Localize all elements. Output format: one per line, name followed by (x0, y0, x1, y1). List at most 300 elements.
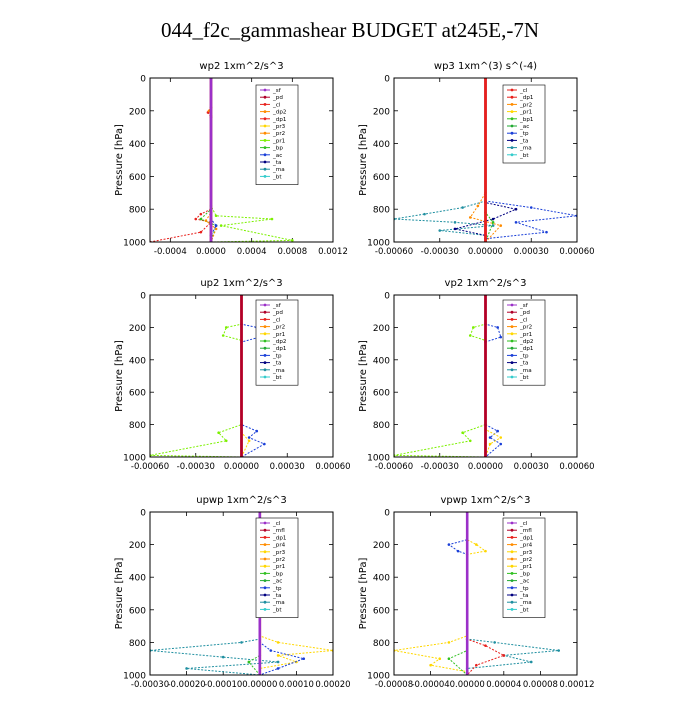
legend-marker (511, 529, 514, 532)
chart-title: upwp 1xm^2/s^3 (196, 495, 287, 506)
legend-label: _pr1 (520, 331, 533, 338)
legend-label: _cl (273, 317, 281, 324)
x-tick-label: 0.0012 (318, 247, 348, 257)
series-point (472, 326, 475, 329)
series-point (185, 667, 188, 670)
y-tick-label: 200 (128, 107, 146, 118)
legend-label: _pr4 (520, 542, 533, 549)
series-point (515, 208, 518, 211)
series-point (484, 550, 487, 553)
legend-label: _bt (520, 375, 529, 381)
legend-marker (264, 161, 267, 164)
plot-frame (394, 512, 577, 675)
legend-marker (511, 354, 514, 357)
x-tick-label: -0.00008 (374, 680, 414, 690)
legend-marker (264, 565, 267, 568)
chart-panel-5 (114, 495, 351, 690)
series-point (200, 231, 203, 234)
legend-label: _tp (520, 131, 529, 138)
legend-marker (511, 376, 514, 379)
series-line-blue (486, 295, 501, 457)
series-point (461, 206, 464, 209)
series-point (475, 664, 478, 667)
chart-panel-6 (358, 495, 595, 690)
legend-label: _dp2 (273, 339, 287, 345)
series-line-red (150, 78, 211, 242)
legend-marker (264, 354, 267, 357)
legend-label: _pr2 (520, 102, 533, 109)
legend-label: _dp2 (520, 339, 534, 345)
series-line-lime (394, 295, 486, 457)
legend-label: _ta (520, 593, 529, 599)
y-axis-label: Pressure [hPa] (114, 340, 125, 412)
legend-marker (511, 522, 514, 525)
series-point (457, 550, 460, 553)
legend-marker (511, 361, 514, 364)
legend-marker (264, 536, 267, 539)
legend-marker (264, 586, 267, 589)
series-point (291, 239, 294, 242)
legend-label: _pr1 (273, 331, 286, 338)
legend-marker (264, 332, 267, 335)
legend-marker (511, 125, 514, 128)
series-point (423, 213, 426, 216)
series-line-teal (394, 78, 493, 242)
legend-label: _cl (520, 317, 528, 324)
legend-label: _tp (520, 353, 529, 360)
legend-marker (264, 139, 267, 142)
legend-marker (264, 550, 267, 553)
y-tick-label: 400 (128, 140, 146, 151)
legend-label: _pd (520, 310, 530, 317)
legend-marker (511, 594, 514, 597)
y-tick-label: 400 (372, 573, 390, 584)
x-tick-label: 0.0008 (277, 247, 308, 257)
legend-label: _pr1 (273, 564, 286, 571)
series-group (149, 294, 266, 459)
legend-label: _bt (273, 174, 282, 181)
series-point (545, 231, 548, 234)
y-tick-label: 800 (372, 421, 390, 432)
legend-marker (511, 304, 514, 307)
legend-marker (264, 529, 267, 532)
y-tick-label: 1000 (123, 453, 146, 464)
chart-panel-3 (114, 278, 351, 472)
legend-marker (511, 89, 514, 92)
series-point (200, 213, 203, 216)
legend-label: _pr1 (520, 109, 533, 116)
x-tick-label: 0.00020 (315, 680, 351, 690)
series-point (217, 431, 220, 434)
legend-label: _ma (273, 167, 285, 174)
legend-marker (511, 347, 514, 350)
legend-label: _pr2 (273, 131, 286, 138)
series-point (489, 436, 492, 439)
x-tick-label: -0.00030 (130, 680, 170, 690)
series-point (496, 326, 499, 329)
legend-label: _mfl (520, 528, 532, 535)
legend-marker (511, 565, 514, 568)
legend-label: _ma (520, 367, 532, 374)
series-group (393, 294, 502, 459)
series-point (225, 440, 228, 443)
x-tick-label: 0.00000 (242, 680, 278, 690)
y-axis-label: Pressure [hPa] (358, 124, 369, 196)
x-tick-label: 0.00060 (315, 462, 351, 472)
legend-marker (264, 543, 267, 546)
series-point (438, 229, 441, 232)
x-tick-label: 0.0000 (196, 247, 226, 257)
legend-label: _dp2 (273, 109, 287, 116)
legend-label: _pr2 (273, 324, 286, 331)
legend-marker (264, 325, 267, 328)
x-tick-label: 0.00000 (449, 680, 485, 690)
y-tick-label: 200 (128, 323, 146, 334)
y-tick-label: 0 (384, 291, 390, 302)
series-point (557, 649, 560, 652)
legend-label: _pr3 (273, 124, 286, 130)
chart-title: vpwp 1xm^2/s^3 (440, 495, 531, 506)
legend-label: _dp1 (520, 95, 534, 102)
series-point (454, 228, 457, 231)
legend-label: _bt (273, 375, 282, 381)
legend-marker (511, 558, 514, 561)
y-tick-label: 0 (384, 508, 390, 519)
legend-marker (264, 110, 267, 113)
legend-label: _sf (273, 303, 281, 309)
legend-marker (511, 536, 514, 539)
y-tick-label: 400 (128, 356, 146, 367)
series-point (499, 224, 502, 227)
legend-label: _dp1 (273, 116, 287, 123)
chart-panel-4 (358, 278, 595, 472)
legend-marker (264, 117, 267, 120)
legend-marker (264, 594, 267, 597)
series-point (448, 543, 451, 546)
series-point (248, 661, 251, 664)
legend-label: _ac (273, 152, 283, 159)
legend-label: _pd (273, 95, 283, 102)
legend-label: _sf (273, 88, 281, 94)
legend-label: _pr2 (273, 557, 286, 563)
series-point (461, 431, 464, 434)
legend-label: _cl (273, 521, 281, 527)
y-axis-label: Pressure [hPa] (358, 340, 369, 412)
legend-marker (511, 579, 514, 582)
legend-marker (511, 110, 514, 113)
legend-label: _bt (273, 607, 282, 614)
plot-frame (150, 78, 333, 242)
series-line-yellow (394, 512, 486, 675)
legend-label: _dp1 (273, 535, 287, 542)
series-line-yellow (486, 295, 501, 457)
series-point (205, 219, 208, 222)
series-point (492, 218, 495, 221)
x-tick-label: -0.00060 (374, 247, 414, 257)
legend-marker (264, 318, 267, 321)
legend-label: _pr1 (273, 138, 286, 145)
legend-marker (511, 332, 514, 335)
series-point (240, 641, 243, 644)
legend-marker (264, 347, 267, 350)
legend-marker (511, 586, 514, 589)
y-tick-label: 1000 (123, 238, 146, 249)
y-tick-label: 0 (140, 508, 146, 519)
legend-label: _bp (273, 571, 283, 578)
legend-label: _pr1 (520, 564, 533, 571)
x-tick-label: 0.00000 (467, 462, 504, 472)
y-tick-label: 600 (372, 172, 390, 183)
y-tick-label: 200 (372, 541, 390, 552)
series-point (248, 436, 251, 439)
y-tick-label: 0 (140, 291, 146, 302)
y-tick-label: 200 (372, 107, 390, 118)
y-axis-label: Pressure [hPa] (114, 124, 125, 196)
legend-marker (264, 376, 267, 379)
legend-marker (511, 117, 514, 120)
y-tick-label: 600 (128, 606, 146, 617)
series-point (448, 641, 451, 644)
series-group (393, 77, 579, 244)
legend-marker (511, 318, 514, 321)
legend-label: _tp (273, 353, 282, 360)
legend-marker (264, 579, 267, 582)
legend-marker (511, 146, 514, 149)
series-point (248, 440, 251, 443)
legend-label: _dp1 (520, 535, 534, 542)
y-tick-label: 600 (128, 172, 146, 183)
legend-marker (264, 304, 267, 307)
legend-label: _sf (520, 303, 528, 309)
legend-marker (264, 132, 267, 135)
legend-marker (264, 572, 267, 575)
series-line-lime (150, 295, 242, 457)
series-point (469, 216, 472, 219)
series-point (225, 326, 228, 329)
x-tick-label: -0.00060 (130, 462, 170, 472)
y-tick-label: 1000 (367, 453, 390, 464)
series-point (515, 221, 518, 224)
legend-label: _bt (520, 607, 529, 614)
x-tick-label: 0.00060 (559, 247, 595, 257)
legend-marker (511, 340, 514, 343)
series-point (530, 661, 533, 664)
x-tick-label: 0.00000 (223, 462, 260, 472)
legend-marker (264, 340, 267, 343)
y-tick-label: 600 (372, 606, 390, 617)
y-tick-label: 400 (372, 356, 390, 367)
y-tick-label: 800 (128, 638, 146, 649)
legend-marker (511, 550, 514, 553)
legend-label: _cl (273, 102, 281, 109)
legend-marker (511, 543, 514, 546)
y-axis-label: Pressure [hPa] (114, 557, 125, 630)
legend-label: _ma (520, 145, 532, 152)
legend-marker (264, 89, 267, 92)
legend-label: _pr2 (520, 557, 533, 563)
series-point (469, 440, 472, 443)
series-line-green (449, 512, 467, 675)
y-tick-label: 400 (372, 140, 390, 151)
legend-marker (264, 96, 267, 99)
series-point (484, 644, 487, 647)
x-tick-label: 0.00004 (486, 680, 522, 690)
legend-label: _ma (273, 367, 285, 374)
legend-marker (264, 103, 267, 106)
x-tick-label: 0.00008 (522, 680, 558, 690)
y-tick-label: 0 (384, 74, 390, 85)
series-point (277, 641, 280, 644)
series-point (215, 214, 218, 217)
legend-label: _tp (520, 585, 529, 592)
y-tick-label: 800 (372, 205, 390, 216)
legend-label: _tp (273, 585, 282, 592)
x-tick-label: 0.00000 (467, 247, 504, 257)
legend-marker (264, 125, 267, 128)
legend-marker (264, 522, 267, 525)
legend-marker (264, 608, 267, 611)
series-point (277, 661, 280, 664)
legend-label: _ma (520, 600, 532, 607)
legend-label: _dp1 (273, 346, 287, 353)
legend-label: _ac (520, 124, 530, 130)
y-tick-label: 800 (372, 638, 390, 649)
legend-label: _ta (520, 138, 529, 145)
series-point (499, 436, 502, 439)
legend-marker (511, 325, 514, 328)
y-tick-label: 600 (128, 388, 146, 399)
series-point (492, 221, 495, 224)
x-tick-label: 0.00030 (269, 462, 305, 472)
y-axis-label: Pressure [hPa] (358, 557, 369, 630)
series-point (496, 430, 499, 433)
y-tick-label: 400 (128, 573, 146, 584)
series-point (477, 205, 480, 208)
x-tick-label: 0.00060 (559, 462, 595, 472)
series-point (429, 664, 432, 667)
legend-label: _cl (520, 88, 528, 94)
legend-marker (264, 146, 267, 149)
series-point (302, 657, 305, 660)
x-tick-label: -0.00060 (374, 462, 414, 472)
legend-marker (511, 572, 514, 575)
x-tick-label: -0.00004 (411, 680, 450, 690)
legend-label: _pr4 (273, 542, 286, 549)
legend-marker (264, 175, 267, 178)
series-point (194, 218, 197, 221)
series-point (255, 430, 258, 433)
legend-marker (511, 608, 514, 611)
series-point (271, 218, 274, 221)
legend-marker (511, 153, 514, 156)
legend-marker (264, 558, 267, 561)
series-point (277, 654, 280, 657)
legend-label: _ta (273, 593, 282, 599)
legend-label: _mfl (273, 528, 285, 535)
series-point (448, 657, 451, 660)
legend-label: _ta (273, 160, 282, 166)
legend-label: _bp (520, 571, 530, 578)
legend-label: _ta (520, 360, 529, 367)
x-tick-label: 0.00012 (559, 680, 595, 690)
series-line-blue (449, 512, 467, 675)
legend-label: _bp1 (520, 116, 534, 123)
legend-marker (264, 361, 267, 364)
legend-marker (264, 368, 267, 371)
chart-panel-2 (358, 61, 595, 257)
chart-title: wp2 1xm^2/s^3 (199, 61, 284, 72)
legend-label: _ma (273, 600, 285, 607)
legend-label: _bp (273, 145, 283, 152)
legend-marker (264, 153, 267, 156)
series-point (493, 641, 496, 644)
figure-title: 044_f2c_gammashear BUDGET at245E,-7N (160, 18, 540, 42)
chart-title: wp3 1xm^(3) s^(-4) (433, 61, 538, 72)
series-point (222, 656, 225, 659)
legend-marker (264, 601, 267, 604)
y-tick-label: 200 (128, 541, 146, 552)
series-point (438, 657, 441, 660)
series-point (489, 443, 492, 446)
legend-marker (511, 311, 514, 314)
legend-label: _dp1 (520, 346, 534, 353)
series-line-red (467, 512, 504, 675)
chart-panel-1 (114, 61, 348, 257)
series-point (469, 334, 472, 337)
legend-marker (511, 96, 514, 99)
legend-label: _ta (273, 360, 282, 367)
series-point (222, 334, 225, 337)
chart-title: up2 1xm^2/s^3 (200, 278, 283, 289)
legend-label: _pr3 (520, 549, 533, 556)
series-point (263, 443, 266, 446)
y-tick-label: 1000 (367, 671, 390, 682)
legend-label: _bt (520, 152, 529, 159)
y-tick-label: 1000 (367, 238, 390, 249)
series-point (215, 224, 218, 227)
chart-title: vp2 1xm^2/s^3 (444, 278, 527, 289)
legend-marker (264, 311, 267, 314)
x-tick-label: -0.00030 (420, 462, 459, 472)
series-group (149, 511, 335, 677)
legend-label: _ac (273, 578, 283, 585)
x-tick-label: 0.00030 (513, 247, 549, 257)
series-point (454, 221, 457, 224)
x-tick-label: 0.00030 (513, 462, 549, 472)
legend-label: _pd (273, 310, 283, 317)
series-point (269, 649, 272, 652)
legend-marker (511, 368, 514, 371)
plot-frame (150, 512, 333, 675)
legend-marker (511, 139, 514, 142)
x-tick-label: -0.00030 (176, 462, 215, 472)
series-point (492, 224, 495, 227)
series-point (220, 224, 223, 227)
x-tick-label: 0.0004 (236, 247, 267, 257)
legend-marker (511, 601, 514, 604)
y-tick-label: 200 (372, 323, 390, 334)
y-tick-label: 0 (140, 74, 146, 85)
x-tick-label: -0.0004 (153, 247, 187, 257)
legend-label: _pr3 (273, 549, 286, 556)
x-tick-label: -0.00020 (167, 680, 206, 690)
legend-label: _cl (520, 521, 528, 527)
y-tick-label: 800 (128, 421, 146, 432)
legend-label: _pr2 (520, 324, 533, 331)
series-point (277, 667, 280, 670)
series-point (200, 218, 203, 221)
series-point (503, 654, 506, 657)
